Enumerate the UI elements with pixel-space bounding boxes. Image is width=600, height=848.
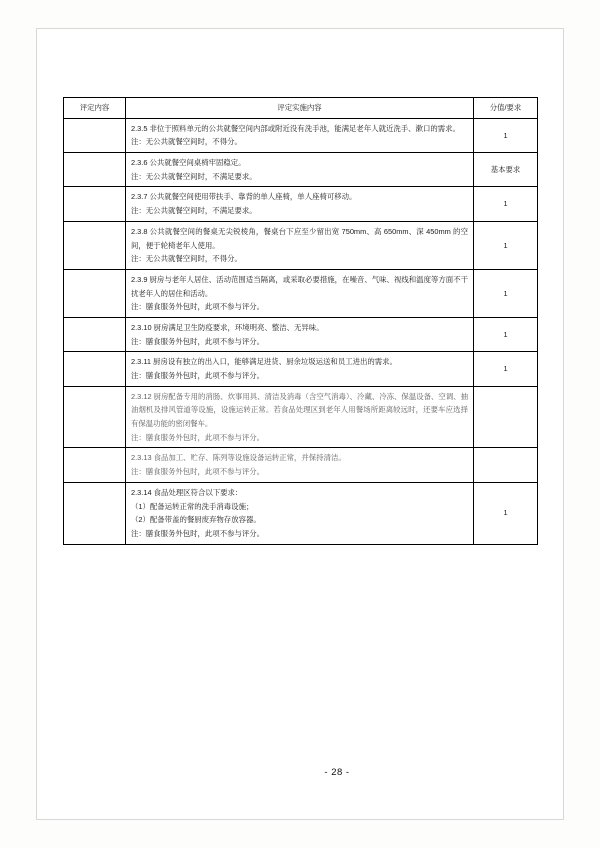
content-line: 注：膳食服务外包时，此项不参与评分。 xyxy=(131,467,265,477)
content-line: 注：无公共就餐空间时，不得分。 xyxy=(131,137,242,147)
content-line: 注：无公共就餐空间时，不得分。 xyxy=(131,254,242,264)
content-line: （1）配备运转正常的洗手消毒设施； xyxy=(131,501,254,511)
content-line: 2.3.11 厨房设有独立的出入口，能够满足进货、厨余垃圾运送和员工进出的需求。 xyxy=(131,357,397,367)
content-line: 注：膳食服务外包时，此项不参与评分。 xyxy=(131,336,265,346)
content-line: 2.3.14 食品处理区符合以下要求： xyxy=(131,487,243,497)
content-line: 2.3.7 公共就餐空间使用带扶手、靠背的单人座椅，单人座椅可移动。 xyxy=(131,192,357,202)
content-line: （2）配备带盖的餐厨废弃物存放容器。 xyxy=(131,515,261,525)
table-header xyxy=(64,98,538,119)
cell-score: 1 xyxy=(474,317,538,351)
cell-score: 1 xyxy=(474,269,538,317)
content-line: 2.3.5 非位于照料单元的公共就餐空间内部或附近没有洗手池，能满足老年人就近洗手、漱口的需求。 xyxy=(131,123,460,133)
cell-score: 1 xyxy=(474,482,538,544)
cell-category xyxy=(64,269,126,317)
table-row xyxy=(64,221,538,269)
page-number: - 28 - xyxy=(324,767,350,778)
content-line: 注：膳食服务外包时，此项不参与评分。 xyxy=(131,432,265,442)
content-line: 2.3.12 厨房配备专用的消肠、炊事用具、清洁及消毒（含空气消毒）、冷藏、冷冻、保温设备、空调、抽油烟机及排风管道等设施，设施运转正常。若食品处理区到老年人用餐场所距离较远时，还要车应选择有保温功能的密闭餐车。 xyxy=(131,391,468,429)
content-line: 2.3.6 公共就餐空间桌椅牢固稳定。 xyxy=(131,158,246,168)
cell-score: 1 xyxy=(474,118,538,152)
cell-score: 基本要求 xyxy=(474,153,538,187)
content-line: 注：无公共就餐空间时，不满足要求。 xyxy=(131,171,257,181)
content-line: 注：膳食服务外包时，此项不参与评分。 xyxy=(131,528,265,538)
table-header-row xyxy=(64,98,538,119)
cell-category xyxy=(64,187,126,221)
content-line: 注：无公共就餐空间时，不满足要求。 xyxy=(131,206,257,216)
column-header-score: 分值/要求 xyxy=(474,98,538,119)
cell-score xyxy=(474,386,538,448)
content-line: 注：膳食服务外包时，此项不参与评分。 xyxy=(131,302,265,312)
cell-content xyxy=(126,448,474,482)
table-row xyxy=(64,482,538,544)
column-header-content: 评定实施内容 xyxy=(126,98,474,119)
content-line: 2.3.9 厨房与老年人居住、活动范围适当隔离，或采取必要措施，在噪音、气味、视线和温度等方面不干扰老年人的居住和活动。 xyxy=(131,274,468,298)
cell-score: 1 xyxy=(474,221,538,269)
table-row xyxy=(64,448,538,482)
cell-content xyxy=(126,187,474,221)
column-header-category: 评定内容 xyxy=(64,98,126,119)
evaluation-table-wrapper xyxy=(63,97,537,545)
table-row xyxy=(64,118,538,152)
table-row xyxy=(64,352,538,386)
cell-category xyxy=(64,448,126,482)
cell-score: 1 xyxy=(474,187,538,221)
table-body xyxy=(64,118,538,544)
content-line: 注：膳食服务外包时，此项不参与评分。 xyxy=(131,371,265,380)
cell-content xyxy=(126,482,474,544)
cell-category xyxy=(64,352,126,386)
cell-category xyxy=(64,317,126,351)
cell-content xyxy=(126,386,474,448)
evaluation-table xyxy=(63,97,538,545)
table-row xyxy=(64,386,538,448)
cell-content xyxy=(126,269,474,317)
cell-content xyxy=(126,317,474,351)
cell-score xyxy=(474,448,538,482)
cell-category xyxy=(64,118,126,152)
content-line: 2.3.8 公共就餐空间的餐桌无尖锐棱角，餐桌台下应至少留出宽 750mm、高 650mm、深 450mm 的空间，便于轮椅老年人使用。 xyxy=(131,226,468,250)
cell-content xyxy=(126,221,474,269)
page-sheet xyxy=(36,28,564,820)
table-row xyxy=(64,317,538,351)
cell-category xyxy=(64,386,126,448)
cell-score: 1 xyxy=(474,352,538,386)
table-row xyxy=(64,153,538,187)
table-row xyxy=(64,187,538,221)
table-row xyxy=(64,269,538,317)
cell-category xyxy=(64,482,126,544)
cell-category xyxy=(64,221,126,269)
cell-category xyxy=(64,153,126,187)
cell-content xyxy=(126,118,474,152)
cell-content xyxy=(126,153,474,187)
content-line: 2.3.13 食品加工、贮存、陈列等设施设备运转正常，并保持清洁。 xyxy=(131,453,346,463)
content-line: 2.3.10 厨房满足卫生防疫要求，环境明亮、整洁、无异味。 xyxy=(131,322,324,332)
cell-content xyxy=(126,352,474,386)
